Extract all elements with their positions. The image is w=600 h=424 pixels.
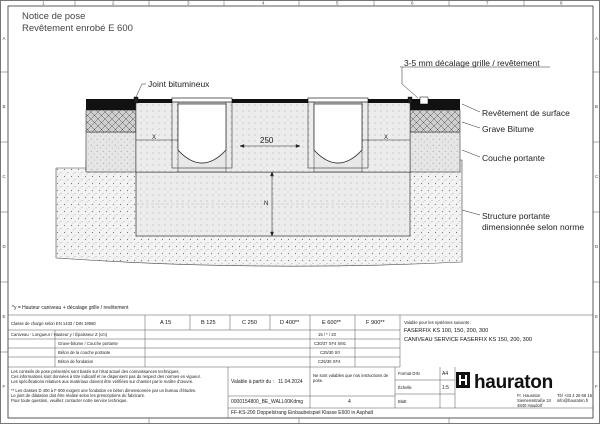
class-a15: A 15: [160, 320, 172, 326]
scale-value: 1:5: [442, 385, 449, 391]
grid-letter: D: [2, 244, 6, 249]
document-title: Notice de pose: [22, 11, 86, 22]
grid-letter: C: [595, 174, 599, 179]
note-line: ** Les classes D 400 à F 900 exigent une fondation en béton dimensionnée par un bureau d'études.: [11, 388, 197, 393]
bitumen-joint-right: [408, 97, 412, 103]
valid-for-heading: Valable pour les systèmes suivants :: [404, 320, 472, 325]
class-b125: B 125: [201, 320, 216, 326]
grid-letter: E: [2, 314, 6, 319]
grating-right: [308, 98, 368, 102]
grid-letter: A: [2, 36, 6, 41]
class-f900: F 900**: [366, 320, 385, 326]
note-line: Les conseils de pose présentés sont basés sur l'état actuel des connaissances techniques.: [11, 369, 180, 374]
surface-asphalt-right: [410, 99, 460, 110]
valid-for-service: CANIVEAU SERVICE FASERFIX KS 150, 200, 300: [404, 337, 532, 343]
grave-bitume-right: [410, 110, 460, 132]
valid-for-faserfix: FASERFIX KS 100, 150, 200, 300: [404, 328, 489, 334]
spec-row-value: C30/37 XF4 XM1: [314, 341, 347, 346]
grid-number: 3: [187, 0, 190, 6]
dimension-width-label: 250: [260, 136, 274, 145]
offset-detail: [420, 97, 428, 104]
grid-number: 7: [486, 0, 489, 6]
grid-letter: F: [2, 384, 6, 389]
valid-from-label: Valable à partir du :: [231, 379, 274, 385]
grid-number: 1: [42, 0, 45, 6]
document-subtitle: Revêtement enrobé E 600: [22, 23, 133, 34]
label-couche-portante: Couche portante: [482, 153, 545, 163]
surface-asphalt-left: [86, 99, 136, 110]
format-value: A4: [442, 371, 449, 377]
spec-row-label: Grave-bitume / Couche portante: [58, 341, 118, 346]
spec-row-label: Caniveau - Longueur / Hauteur y / Épaisseur Z (cm): [11, 332, 108, 337]
label-structure: Structure portante: [482, 211, 551, 221]
label-bitumen-joint: Joint bitumineux: [148, 79, 210, 89]
class-d400: D 400**: [280, 320, 300, 326]
company-email: info@hauraton.fr: [557, 398, 589, 403]
document-id: 0000154800_BE_WALL00Kdmg: [231, 399, 304, 405]
spec-row-value: C25/30 XF4: [318, 359, 341, 364]
bitumen-joint-left: [134, 97, 138, 103]
company-address: Fr. Hauraton: [517, 393, 541, 398]
grid-number: 2: [112, 0, 115, 6]
spec-row-value: C25/30 X0: [320, 350, 340, 355]
note-line: Pour toute question, veuillez contacter notre service technique.: [11, 398, 128, 403]
sheet-label: Blatt: [398, 399, 407, 404]
valid-from-date: 11.04.2024: [278, 379, 303, 385]
sheet-number: 4: [348, 399, 351, 405]
format-label: Format DIN: [398, 371, 420, 376]
company-phone: Tél +33 4 26 66 15: [557, 393, 593, 398]
spec-row-label: Béton de la couche portante: [58, 350, 111, 355]
grid-number: 5: [336, 0, 339, 6]
bottom-caption: FF-KS-200 Doppelstrang Einbaubeispiel Klasse E600 in Asphalt: [231, 410, 374, 416]
grating-left: [172, 98, 232, 102]
note-line: Les spécifications relatives aux matériaux doivent être vérifiées sur chantier par le maître d'œuvre.: [11, 379, 194, 384]
company-logo-text: hauraton: [474, 372, 553, 393]
grid-letter: C: [2, 174, 6, 179]
class-c250: C 250: [242, 320, 257, 326]
grid-letter: B: [2, 104, 6, 109]
note-line: Le joint de dilatation doit être réalisé selon les prescriptions du fabricant.: [11, 393, 145, 398]
label-structure-norm: dimensionnée selon norme: [482, 222, 585, 232]
grid-number: 4: [262, 0, 265, 6]
spec-row-value: 15 / * / 20: [318, 332, 336, 337]
base-layer-left: [86, 132, 136, 172]
class-e600: E 600**: [322, 320, 341, 326]
scale-label: Échelle: [398, 385, 412, 390]
dimension-x-right: X: [384, 135, 389, 141]
base-layer-right: [410, 132, 460, 172]
label-grave-bitume: Grave Bitume: [482, 124, 534, 134]
grid-letter: B: [595, 104, 599, 109]
grid-letter: A: [595, 36, 599, 41]
grave-bitume-left: [86, 110, 136, 132]
grid-letter: E: [595, 314, 599, 319]
validity-note: Ne sont valables que nos instructions de pose.: [313, 373, 389, 383]
dimension-n-label: N: [264, 201, 269, 207]
spec-row-label: Béton de fondation: [58, 359, 94, 364]
label-surface: Revêtement de surface: [482, 108, 570, 118]
company-address: 4840 Haudorf: [517, 403, 543, 408]
company-address: Siemensstraße 24: [517, 398, 551, 403]
label-grille-offset: 3-5 mm décalage grille / revêtement: [404, 58, 540, 68]
load-class-heading: Classe de charge selon EN 1433 / DIN 19580: [11, 321, 96, 326]
grid-letter: D: [595, 244, 599, 249]
hauraton-logo-mark: [456, 372, 470, 388]
dimension-x-left: X: [152, 135, 157, 141]
grid-number: 8: [560, 0, 563, 6]
note-line: Ces informations sont données à titre indicatif et ne dispensent pas du respect des normes en vigueur.: [11, 374, 201, 379]
grid-number: 6: [411, 0, 414, 6]
grid-letter: F: [595, 384, 598, 389]
footnote: *y = Hauteur caniveau + décalage grille / revêtement: [12, 305, 129, 311]
